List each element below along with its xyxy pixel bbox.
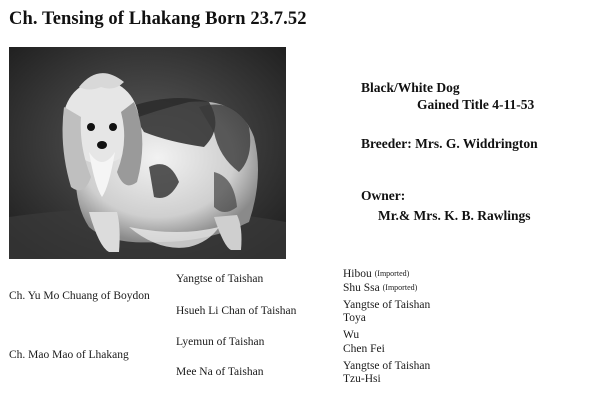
pedigree-name: Hibou (343, 268, 372, 280)
pedigree-dam-dam: Mee Na of Taishan (176, 366, 264, 378)
dog-photo-icon (9, 47, 286, 259)
owner-label: Owner: (361, 188, 406, 203)
pedigree-dam: Ch. Mao Mao of Lhakang (9, 349, 129, 361)
pedigree-dam-dam-sire: Yangtse of Taishan (343, 360, 431, 372)
owner-name: Mr.& Mrs. K. B. Rawlings (378, 208, 531, 223)
pedigree-sire-sire-sire (343, 268, 409, 280)
pedigree-sire: Ch. Yu Mo Chuang of Boydon (9, 290, 150, 302)
gained-title: Gained Title 4-11-53 (417, 97, 535, 112)
pedigree-dam-sire-dam: Chen Fei (343, 343, 385, 355)
dog-photo (9, 47, 286, 259)
pedigree-dam-sire: Lyemun of Taishan (176, 336, 265, 348)
pedigree-sire-sire-dam (343, 282, 417, 294)
imported-note: (Imported) (374, 269, 410, 278)
pedigree-name: Shu Ssa (343, 282, 380, 294)
pedigree-dam-dam-dam: Tzu-Hsi (343, 373, 381, 385)
pedigree-sire-dam: Hsueh Li Chan of Taishan (176, 305, 297, 317)
pedigree-dam-sire-sire: Wu (343, 329, 360, 341)
page-title: Ch. Tensing of Lhakang Born 23.7.52 (9, 9, 307, 29)
breeder: Breeder: Mrs. G. Widdrington (361, 136, 538, 151)
imported-note: (Imported) (382, 283, 418, 292)
color-sex: Black/White Dog (361, 80, 460, 95)
pedigree-sire-dam-dam: Toya (343, 312, 366, 324)
pedigree-sire-sire: Yangtse of Taishan (176, 273, 264, 285)
pedigree-sire-dam-sire: Yangtse of Taishan (343, 299, 431, 311)
